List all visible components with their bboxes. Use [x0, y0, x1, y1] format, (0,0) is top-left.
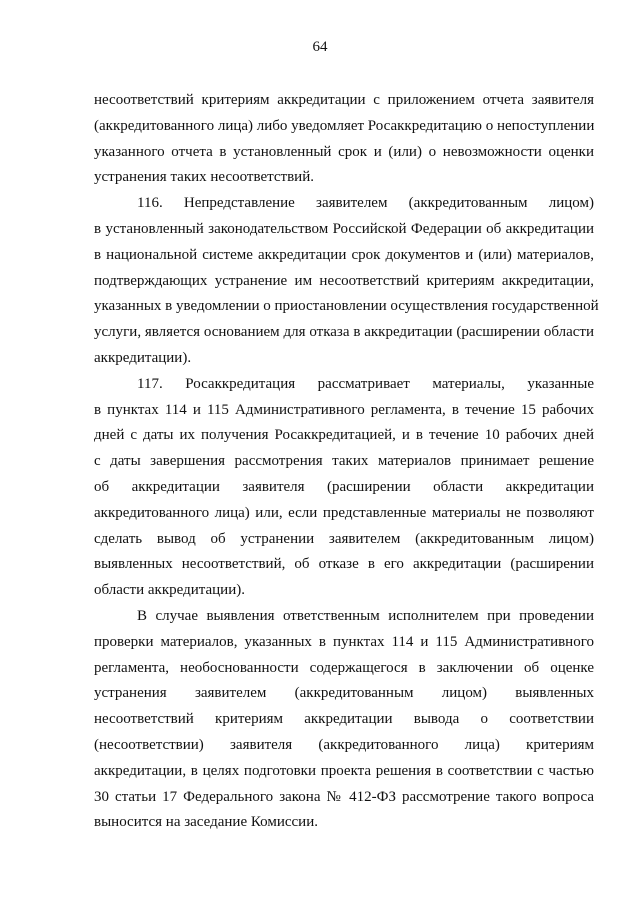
text-line: несоответствий критериям аккредитации вывода о соответствии	[94, 711, 594, 728]
paragraph-continuation	[94, 88, 594, 191]
text-line: области аккредитации).	[94, 582, 245, 599]
text-line: аккредитованного лица) или, если представленные материалы не позволяют	[94, 504, 594, 521]
text-line: подтверждающих устранение им несоответствий критериям аккредитации,	[94, 272, 594, 289]
text-line: В случае выявления ответственным исполнителем при проведении	[137, 607, 594, 624]
text-line: об аккредитации заявителя (расширении области аккредитации	[94, 478, 594, 495]
text-line: в пунктах 114 и 115 Административного регламента, в течение 15 рабочих	[94, 401, 594, 418]
text-line: регламента, необоснованности содержащегося в заключении об оценке	[94, 659, 594, 676]
paragraph-117	[94, 372, 594, 604]
text-line: указанных в уведомлении о приостановлении осуществления государственной	[94, 298, 599, 315]
text-line: аккредитации, в целях подготовки проекта решения в соответствии с частью	[94, 762, 594, 779]
text-line: (аккредитованного лица) либо уведомляет Росаккредитацию о непоступлении	[94, 117, 595, 134]
text-line: 30 статьи 17 Федерального закона № 412-ФЗ рассмотрение такого вопроса	[94, 788, 594, 805]
text-line: выявленных несоответствий, об отказе в его аккредитации (расширении	[94, 556, 594, 573]
text-line: 117. Росаккредитация рассматривает материалы, указанные	[137, 375, 594, 392]
text-line: в национальной системе аккредитации срок документов и (или) материалов,	[94, 246, 594, 263]
text-line: в установленный законодательством Российской Федерации об аккредитации	[94, 220, 594, 237]
text-line: выносится на заседание Комиссии.	[94, 814, 318, 831]
text-line: сделать вывод об устранении заявителем (аккредитованным лицом)	[94, 530, 594, 547]
text-line: несоответствий критериям аккредитации с приложением отчета заявителя	[94, 92, 594, 108]
text-line: указанного отчета в установленный срок и (или) о невозможности оценки	[94, 143, 594, 160]
text-line: устранения заявителем (аккредитованным лицом) выявленных	[94, 685, 594, 702]
text-line: с даты завершения рассмотрения таких материалов принимает решение	[94, 453, 594, 470]
text-line: аккредитации).	[94, 349, 192, 366]
text-line: проверки материалов, указанных в пунктах 114 и 115 Административного	[94, 633, 594, 650]
page-number: 64	[312, 39, 328, 55]
text-line: 116. Непредставление заявителем (аккредитованным лицом)	[137, 195, 594, 212]
text-line: (несоответствии) заявителя (аккредитованного лица) критериям	[94, 736, 594, 753]
text-line: устранения таких несоответствий.	[94, 169, 314, 186]
text-line: дней с даты их получения Росаккредитацией, и в течение 10 рабочих дней	[94, 427, 594, 444]
paragraph-commission	[94, 604, 594, 836]
text-line: услуги, является основанием для отказа в аккредитации (расширении области	[94, 324, 594, 341]
document-body	[94, 88, 599, 836]
paragraph-116	[94, 191, 599, 372]
